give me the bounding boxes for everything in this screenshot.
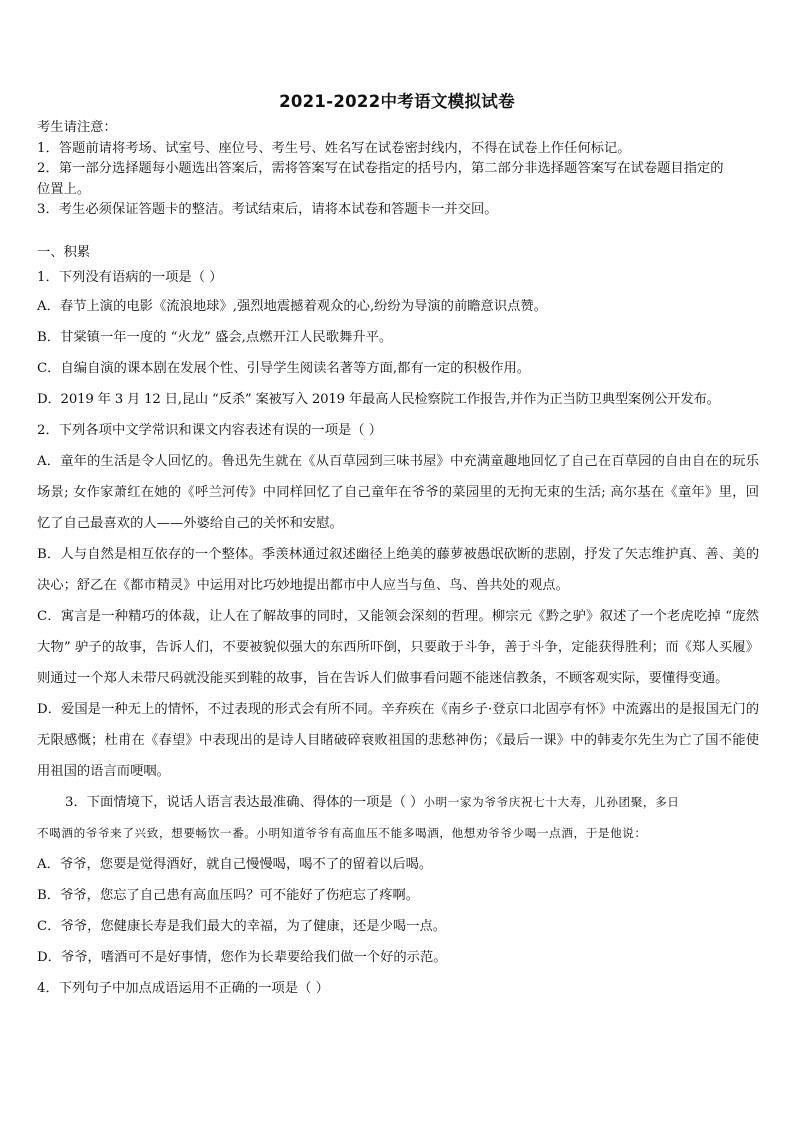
option-d: D．爷爷，嗜酒可不是好事情，您作为长辈要给我们做一个好的示范。 [37,949,447,965]
question-stem: 4．下列句子中加点成语运用不正确的一项是（ ） [37,980,329,996]
option-a: A．春节上演的电影《流浪地球》,强烈地震撼着观众的心,纷纷为导演的前瞻意识点赞。 [37,298,548,314]
question-stem: 2．下列各项中文学常识和课文内容表述有误的一项是（ ） [37,422,383,438]
notice-item: 1．答题前请将考场、试室号、座位号、考生号、姓名写在试卷密封线内，不得在试卷上作任何标记。 [37,140,631,156]
question-stem-line [37,787,759,818]
question-stem: 3．下面情境下，说话人语言表达最准确、得体的一项是（ ） [65,794,424,810]
option-a: A．童年的生活是令人回忆的。鲁迅先生就在《从百草园到三味书屋》中充满童趣地回忆了自己在百草园的自由自在的玩乐场景; 女作家萧红在她的《呼兰河传》中同样回忆了自己童年在爷爷的菜园里的无拘无束的生活; 高尔基在《童年》里，回忆了自己最喜欢的人——外婆给自己的关怀和安慰。 [37,453,759,531]
question-context: 小明一家为爷爷庆祝七十大寿，儿孙团聚，多日 [423,794,680,809]
option-b: B．爷爷，您忘了自己患有高血压吗？可不能好了伤疤忘了疼啊。 [37,887,420,903]
notice-item: 2．第一部分选择题每小题选出答案后，需将答案写在试卷指定的括号内，第二部分非选择题答案写在试卷题目指定的 [37,161,724,176]
notice-block [37,118,759,221]
question-4 [37,973,759,1004]
option-d: D．2019 年 3 月 12 日,昆山 “反杀” 案被写入 2019 年最高人民检察院工作报告,并作为正当防卫典型案例公开发布。 [37,391,720,407]
section-heading: 一、积累 [37,244,91,260]
option-a: A．爷爷，您要是觉得酒好，就自己慢慢喝，喝不了的留着以后喝。 [37,856,433,872]
option-c: C．爷爷，您健康长寿是我们最大的幸福，为了健康，还是少喝一点。 [37,918,447,934]
question-stem: 1．下列没有语病的一项是（ ） [37,269,223,285]
question-2 [37,415,759,787]
question-1 [37,265,759,415]
notice-item: 3．考生必须保证答题卡的整洁。考试结束后，请将本试卷和答题卡一并交回。 [37,202,498,217]
notice-heading: 考生请注意： [37,120,117,135]
question-context: 不喝酒的爷爷来了兴致，想要畅饮一番。小明知道爷爷有高血压不能多喝酒，他想劝爷爷少喝一点酒，于是他说： [37,825,647,840]
option-c: C．寓言是一种精巧的体裁，让人在了解故事的同时，又能领会深刻的哲理。柳宗元《黔之驴》叙述了一个老虎吃掉 “庞然大物” 驴子的故事，告诉人们，不要被貌似强大的东西所吓倒，只要敢于斗争，善于斗争，定能获得胜利；而《郑人买履》则通过一个郑人未带尺码就没能买到鞋的故事，旨在告诉人们做事看问题不能迷信教条，不顾客观实际，要懂得变通。 [37,608,759,686]
exam-content [37,118,759,1004]
option-c: C．自编自演的课本剧在发展个性、引导学生阅读名著等方面,都有一定的积极作用。 [37,360,531,376]
notice-item: 位置上。 [37,181,91,197]
option-b: B．人与自然是相互依存的一个整体。季羡林通过叙述幽径上绝美的藤萝被愚氓砍断的悲剧，抒发了矢志维护真、善、美的决心；舒乙在《都市精灵》中运用对比巧妙地提出都市中人应当与鱼、鸟、兽共处的观点。 [37,546,759,593]
question-3 [37,787,759,973]
page-title: 2021-2022中考语文模拟试卷 [279,92,515,111]
option-d: D．爱国是一种无上的情怀，不过表现的形式会有所不同。辛弃疾在《南乡子·登京口北固亭有怀》中流露出的是报国无门的无限感慨；杜甫在《春望》中表现出的是诗人目睹破碎衰败祖国的悲愁神伤；《最后一课》中的韩麦尔先生为亡了国不能使用祖国的语言而哽咽。 [37,701,759,779]
option-b: B．甘棠镇一年一度的 “火龙” 盛会,点燃开江人民歌舞升平。 [37,329,393,345]
